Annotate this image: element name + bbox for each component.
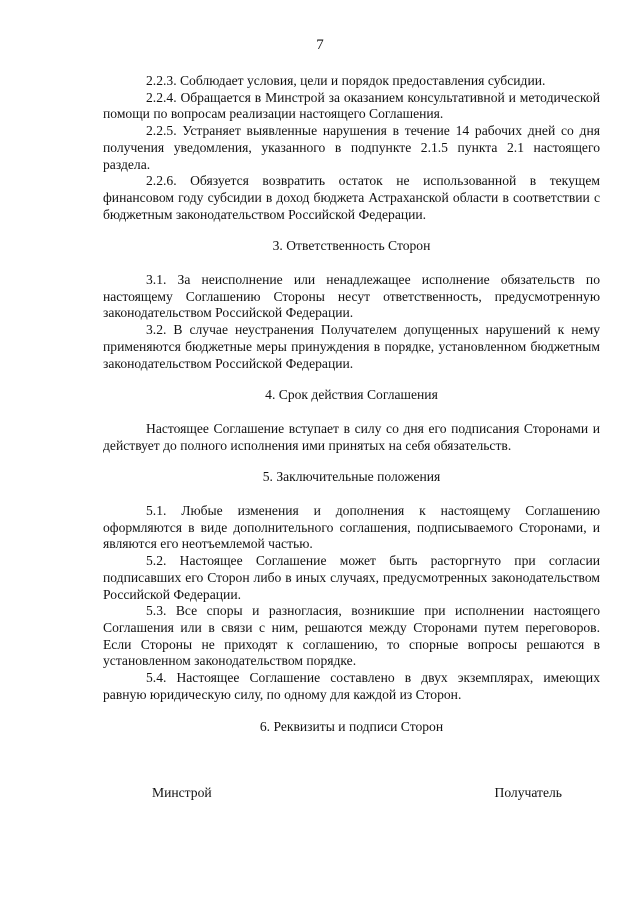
section-heading-term: 4. Срок действия Соглашения [265,387,438,403]
section-heading-responsibility: 3. Ответственность Сторон [272,238,431,254]
paragraph-2-2-4: 2.2.4. Обращается в Минстрой за оказанием консультативной и методической помощи по вопросам реализации настоящего Соглашения. [103,89,600,122]
document-body [103,73,600,752]
page-number: 7 [316,37,324,53]
paragraph-5-3: 5.3. Все споры и разногласия, возникшие при исполнении настоящего Соглашения или в связи с ним, решаются между Сторонами путем переговоров. Если Стороны не приходят к соглашению, то спорные вопросы решаются в установленном законодательством порядке. [103,603,600,669]
paragraph-5-1: 5.1. Любые изменения и дополнения к настоящему Соглашению оформляются в виде дополнительного соглашения, подписываемого Сторонами, и являются его неотъемлемой частью. [103,503,600,552]
section-heading-requisites: 6. Реквизиты и подписи Сторон [259,718,444,734]
signature-block [152,785,562,802]
paragraph-2-2-6: 2.2.6. Обязуется возвратить остаток не использованной в текущем финансовом году субсидии в доход бюджета Астраханской области в соответствии с бюджетным законодательством Российской Федерации. [103,173,600,222]
paragraph-3-2: 3.2. В случае неустранения Получателем допущенных нарушений к нему применяются бюджетные меры принуждения в порядке, установленном бюджетным законодательством Российской Федерации. [103,322,600,371]
paragraph-term: Настоящее Соглашение вступает в силу со дня его подписания Сторонами и действует до полного исполнения ими принятых на себя обязательств. [103,420,600,453]
paragraph-5-2: 5.2. Настоящее Соглашение может быть расторгнуто при согласии подписавших его Сторон либо в иных случаях, предусмотренных законодательством Российской Федерации. [103,553,600,602]
paragraph-2-2-3: 2.2.3. Соблюдает условия, цели и порядок предоставления субсидии. [146,73,546,88]
paragraph-2-2-5: 2.2.5. Устраняет выявленные нарушения в течение 14 рабочих дней со дня получения уведомления, указанного в подпункте 2.1.5 пункта 2.1 настоящего раздела. [103,123,600,172]
paragraph-5-4: 5.4. Настоящее Соглашение составлено в двух экземплярах, имеющих равную юридическую силу, по одному для каждой из Сторон. [103,670,600,702]
signature-party-recipient: Получатель [494,785,562,800]
paragraph-3-1: 3.1. За неисполнение или ненадлежащее исполнение обязательств по настоящему Соглашению Стороны несут ответственность, предусмотренную законодательством Российской Федерации. [103,272,600,321]
signature-party-minstroy: Минстрой [152,785,212,800]
section-heading-final-provisions: 5. Заключительные положения [262,469,441,485]
